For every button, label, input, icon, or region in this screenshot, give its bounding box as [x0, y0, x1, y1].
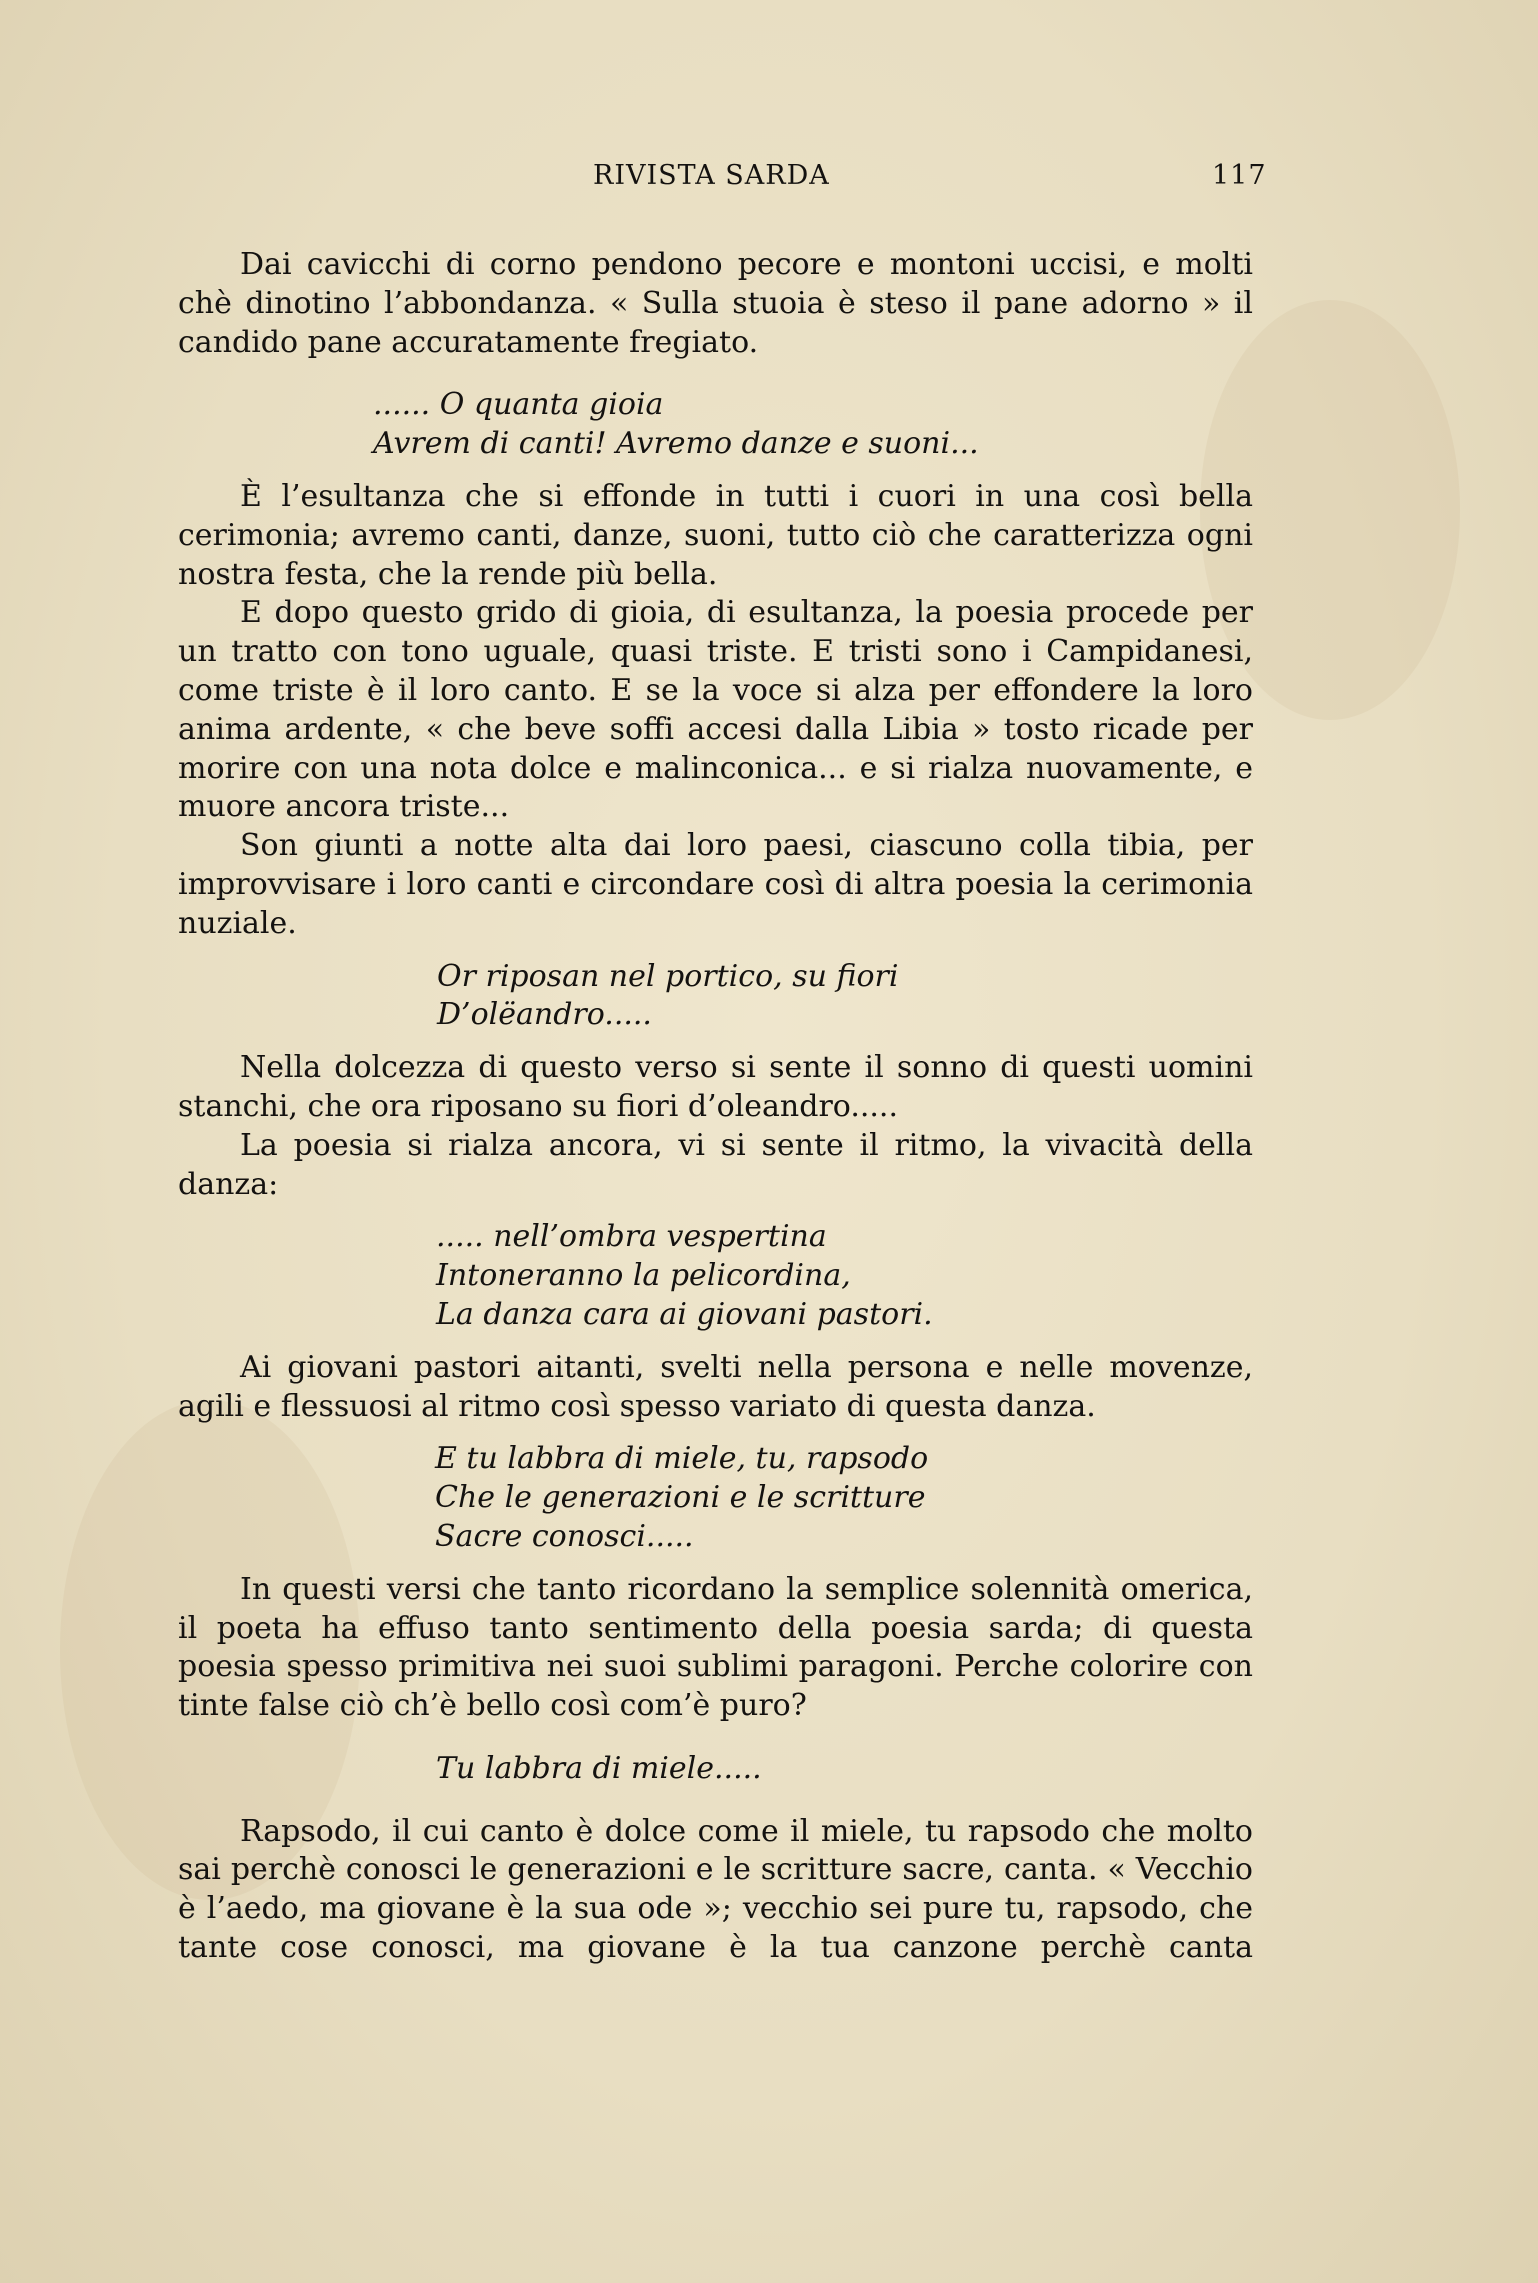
verse-line: D’olëandro.....: [437, 997, 652, 1033]
paragraph: In questi versi che tanto ricordano la semplice solennità omerica, il poeta ha effuso tanto sentimento della poesia sarda; di questa poesia spesso primitiva nei suoi sublimi paragoni. Perche colorire con tinte false ciò ch’è bello così com’è puro?: [178, 1571, 1253, 1724]
verse-quote: [435, 1440, 1253, 1556]
verse-line: Avrem di canti! Avremo danze e suoni...: [373, 426, 979, 462]
paragraph: Nella dolcezza di questo verso si sente il sonno di questi uomini stanchi, che ora riposano su fiori d’oleandro.....: [178, 1050, 1253, 1124]
running-head: [0, 160, 1538, 200]
verse-quote: [373, 386, 1253, 464]
paragraph: Son giunti a notte alta dai loro paesi, ciascuno colla tibia, per improvvisare i loro canti e circondare così di altra poesia la cerimonia nuziale.: [178, 828, 1253, 941]
paragraph: Dai cavicchi di corno pendono pecore e montoni uccisi, e molti chè dinotino l’abbondanza. « Sulla stuoia è steso il pane adorno » il candido pane accuratamente fregiato.: [178, 247, 1253, 360]
verse-line: E tu labbra di miele, tu, rapsodo: [435, 1441, 929, 1477]
paragraph: La poesia si rialza ancora, vi si sente il ritmo, la vivacità della danza:: [178, 1127, 1253, 1202]
verse-line: La danza cara ai giovani pastori.: [436, 1296, 933, 1332]
verse-line: Tu labbra di miele.....: [436, 1750, 762, 1786]
paragraph: E dopo questo grido di gioia, di esultanza, la poesia procede per un tratto con tono uguale, quasi triste. E tristi sono i Campidanesi, come triste è il loro canto. E se la voce si alza per effondere la loro anima ardente, « che beve soffi accesi dalla Libia » tosto ricade per morire con una nota dolce e malinconica... e si rialza nuovamente, e muore ancora triste...: [178, 595, 1253, 825]
paragraph: Ai giovani pastori aitanti, svelti nella persona e nelle movenze, agili e flessuosi al ritmo così spesso variato di questa danza.: [178, 1349, 1253, 1424]
journal-title: RIVISTA SARDA: [593, 160, 830, 191]
verse-line: Che le generazioni e le scritture: [435, 1480, 926, 1516]
verse-quote: [436, 1750, 1253, 1789]
verse-line: Or riposan nel portico, su fiori: [437, 958, 899, 994]
page-number: 117: [1212, 160, 1267, 191]
verse-line: ..... nell’ombra vespertina: [436, 1219, 827, 1255]
page-body: [178, 246, 1253, 1968]
paragraph: Rapsodo, il cui canto è dolce come il miele, tu rapsodo che molto sai perchè conosci le generazioni e le scritture sacre, canta. « Vecchio è l’aedo, ma giovane è la sua ode »; vecchio sei pure tu, rapsodo, che tante cose conosci, ma giovane è la tua canzone perchè canta: [178, 1813, 1253, 1966]
verse-quote: [436, 1218, 1253, 1334]
paragraph: È l’esultanza che si effonde in tutti i cuori in una così bella cerimonia; avremo canti, danze, suoni, tutto ciò che caratterizza ogni nostra festa, che la rende più bella.: [178, 478, 1253, 592]
verse-line: ...... O quanta gioia: [373, 387, 664, 423]
verse-quote: [437, 958, 1253, 1036]
verse-line: Sacre conosci.....: [435, 1518, 694, 1554]
verse-line: Intoneranno la pelicordina,: [436, 1258, 851, 1294]
